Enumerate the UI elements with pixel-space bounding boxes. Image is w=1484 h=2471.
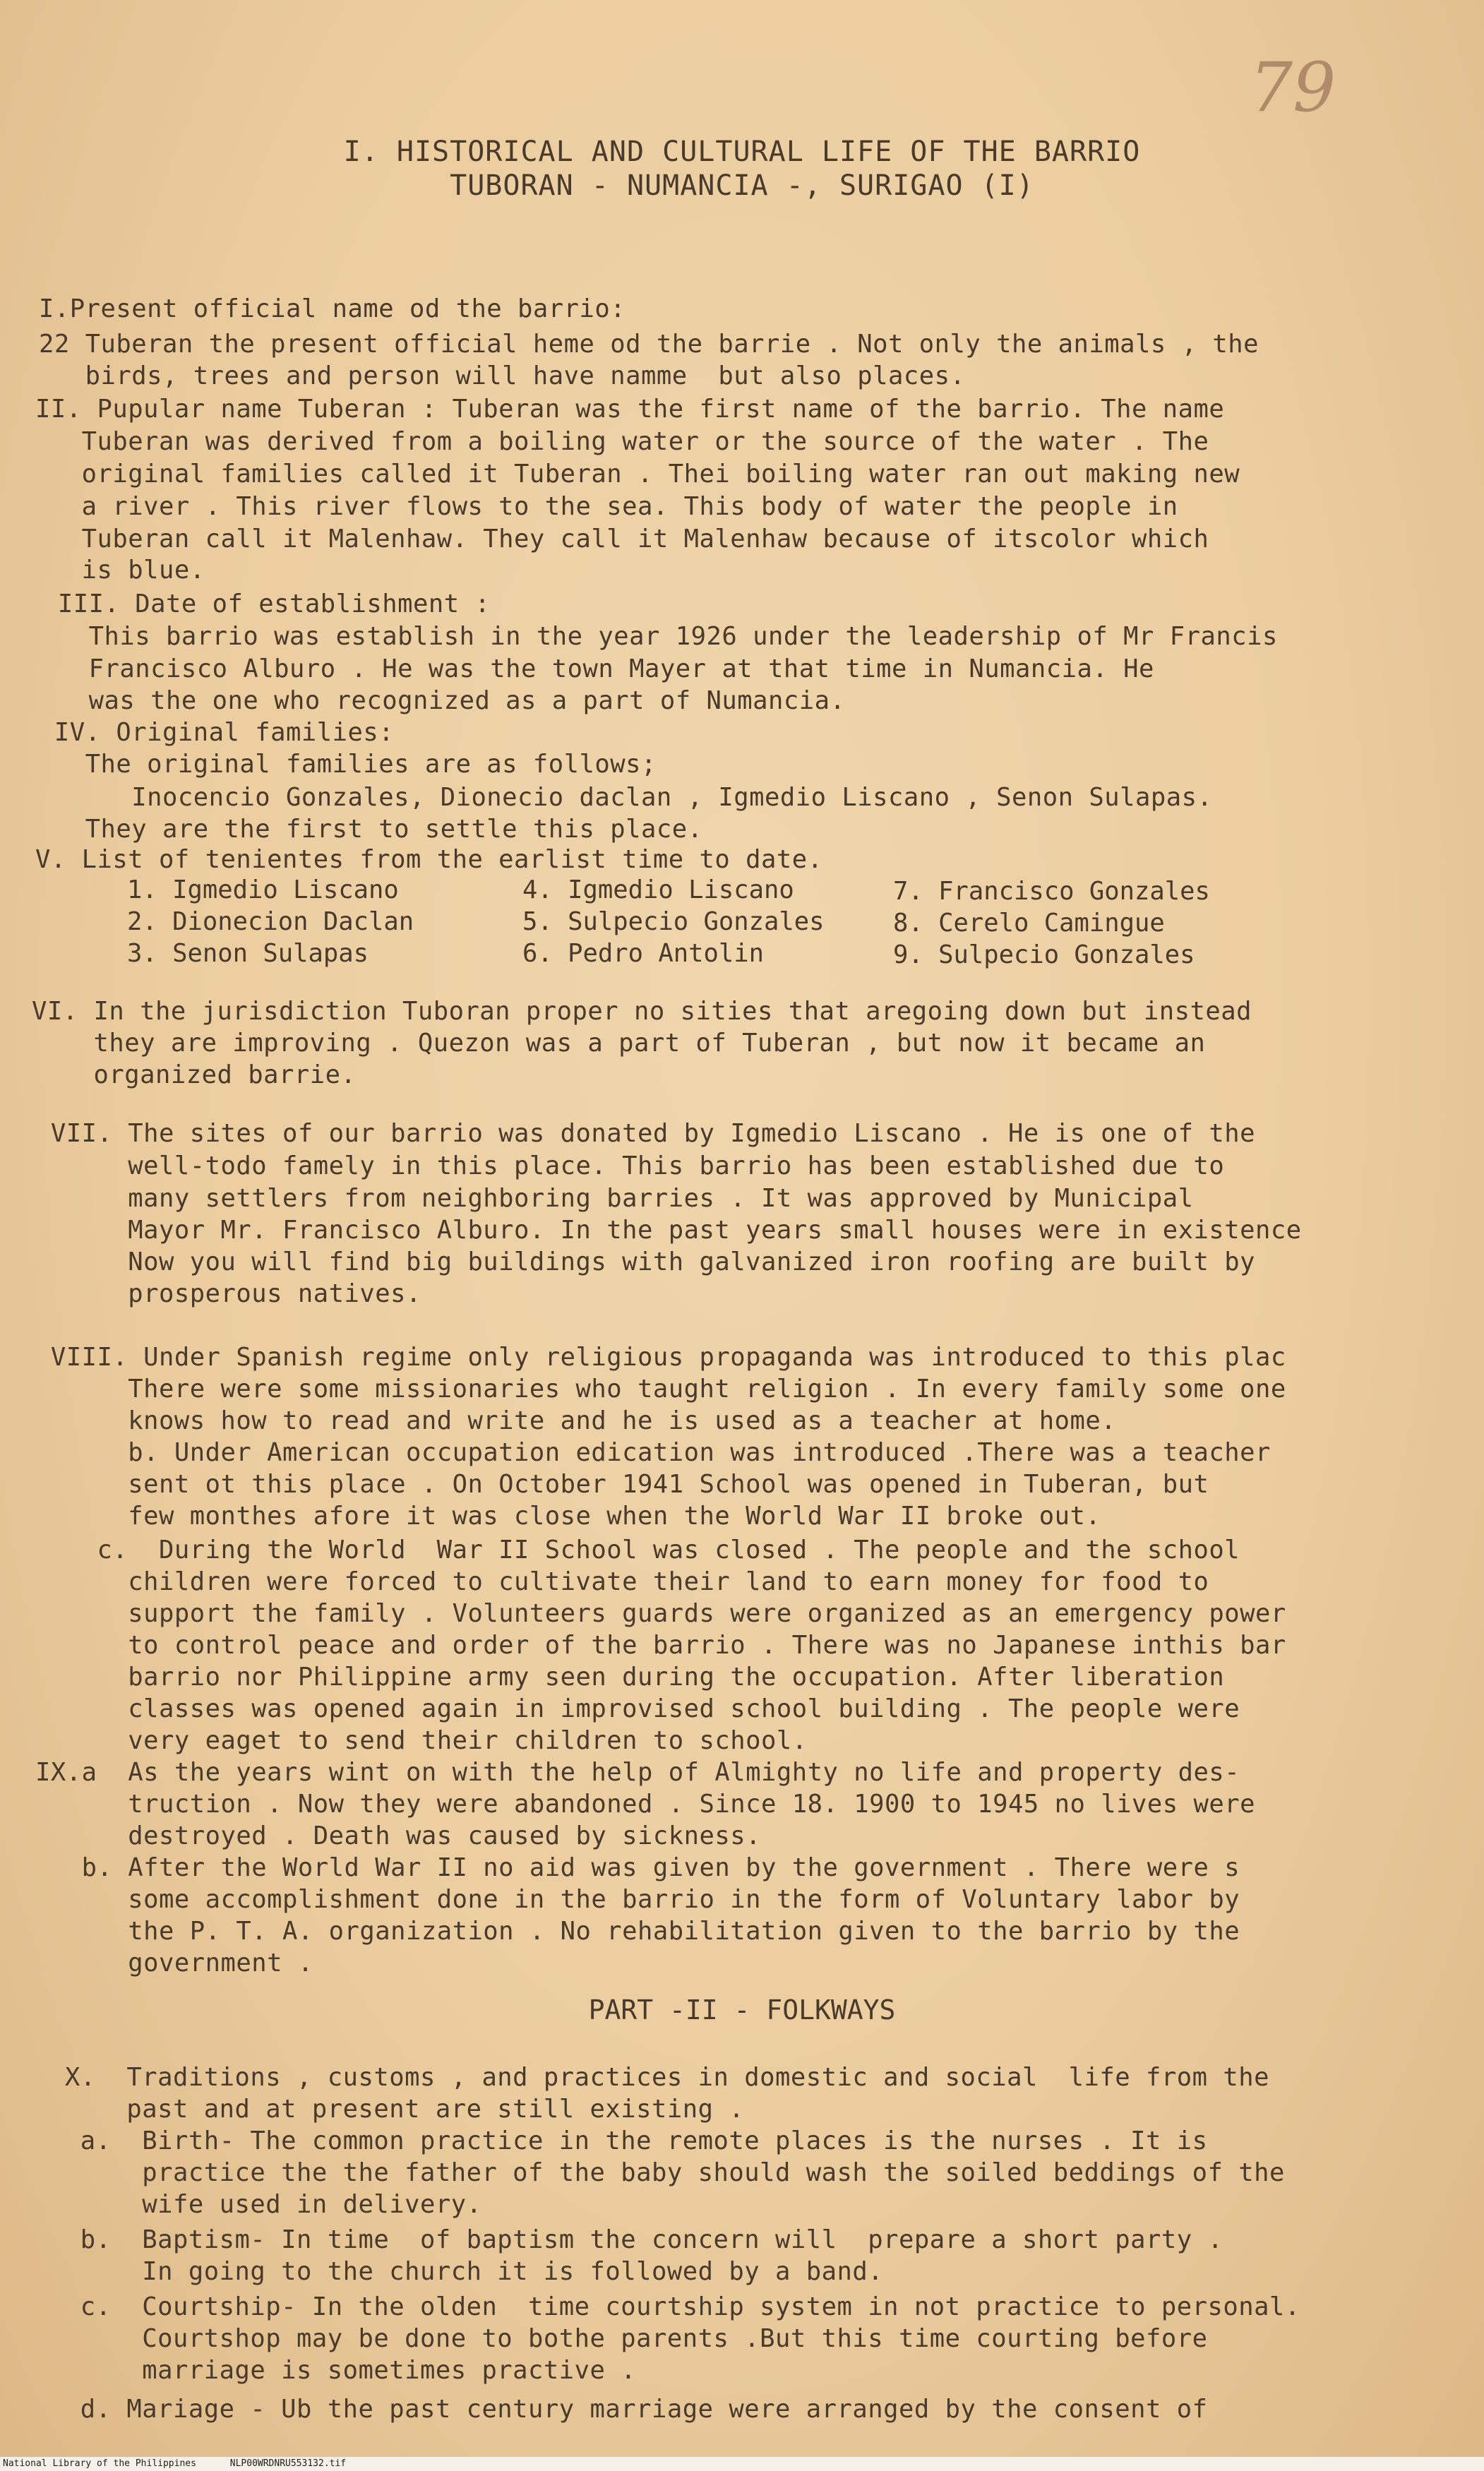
body-line: to control peace and order of the barrio . There was no Japanese inthis bar (35, 1631, 1286, 1660)
teniente-item: 3. Senon Sulapas (127, 939, 369, 968)
footer-library: National Library of the Philippines (3, 2458, 196, 2469)
body-line: IV. Original families: (39, 718, 395, 747)
body-line: birds, trees and person will have namme but also places. (39, 361, 966, 390)
body-line: wife used in delivery. (49, 2190, 482, 2219)
page-number: 79 (1250, 48, 1336, 127)
body-line: b. Under American occupation edication was introduced .There was a teacher (35, 1438, 1271, 1467)
teniente-item: 7. Francisco Gonzales (893, 877, 1210, 906)
body-line: the P. T. A. organization . No rehabilitation given to the barrio by the (35, 1917, 1240, 1946)
body-line: a river . This river flows to the sea. This body of water the people in (35, 492, 1178, 521)
body-line: government . (35, 1949, 313, 1978)
footer-file: NLP00WRDNRU553132.tif (229, 2458, 347, 2469)
body-line: VIII. Under Spanish regime only religious propaganda was introduced to this plac (35, 1343, 1286, 1372)
body-line: very eaget to send their children to school. (35, 1726, 808, 1755)
body-line: sent ot this place . On October 1941 School was opened in Tuberan, but (35, 1470, 1209, 1499)
body-line: Inocencio Gonzales, Dionecio daclan , Igmedio Liscano , Senon Sulapas. (39, 783, 1213, 812)
teniente-item: 9. Sulpecio Gonzales (893, 940, 1195, 969)
body-line: is blue. (35, 556, 205, 585)
body-line: destroyed . Death was caused by sickness. (35, 1821, 762, 1850)
teniente-item: 2. Dionecion Daclan (127, 907, 414, 936)
body-line: III. Date of establishment : (42, 590, 491, 618)
scan-footer (0, 2457, 1484, 2471)
body-line: b. Baptism- In time of baptism the concern will prepare a short party . (49, 2225, 1223, 2254)
body-line: There were some missionaries who taught religion . In every family some one (35, 1375, 1286, 1404)
document-subtitle: TUBORAN - NUMANCIA -, SURIGAO (I) (450, 169, 1034, 202)
body-line: Courtshop may be done to bothe parents .But this time courting before (49, 2324, 1208, 2353)
body-line: Now you will find big buildings with galvanized iron roofing are built by (35, 1248, 1255, 1276)
teniente-item: 4. Igmedio Liscano (522, 875, 794, 904)
body-line: VI. In the jurisdiction Tuboran proper no sities that aregoing down but instead (32, 997, 1252, 1026)
body-line: knows how to read and write and he is used as a teacher at home. (35, 1406, 1117, 1435)
body-line: many settlers from neighboring barries . It was approved by Municipal (35, 1184, 1194, 1213)
body-line: organized barrie. (32, 1060, 357, 1089)
body-line: They are the first to settle this place. (39, 815, 703, 844)
body-line: they are improving . Quezon was a part of Tuberan , but now it became an (32, 1029, 1206, 1058)
teniente-item: 1. Igmedio Liscano (127, 875, 399, 904)
teniente-item: 8. Cerelo Camingue (893, 909, 1165, 938)
part-heading: PART -II - FOLKWAYS (588, 1994, 896, 2026)
body-line: prosperous natives. (35, 1279, 421, 1308)
body-line: c. During the World War II School was closed . The people and the school (35, 1536, 1240, 1564)
body-line: classes was opened again in improvised school building . The people were (35, 1694, 1240, 1723)
body-line: IX.a As the years wint on with the help of Almighty no life and property des- (35, 1758, 1240, 1787)
body-line: original families called it Tuberan . Thei boiling water ran out making new (35, 460, 1240, 489)
body-line: Tuberan call it Malenhaw. They call it Malenhaw because of itscolor which (35, 525, 1209, 554)
body-line: truction . Now they were abandoned . Since 18. 1900 to 1945 no lives were (35, 1790, 1255, 1819)
body-line: Francisco Alburo . He was the town Mayer at that time in Numancia. He (42, 654, 1154, 683)
body-line: few monthes afore it was close when the World War II broke out. (35, 1502, 1101, 1531)
body-line: X. Traditions , customs , and practices in domestic and social life from the (49, 2063, 1269, 2092)
body-line: VII. The sites of our barrio was donated by Igmedio Liscano . He is one of the (35, 1119, 1255, 1148)
body-line: practice the the father of the baby should wash the soiled beddings of the (49, 2158, 1285, 2187)
teniente-item: 5. Sulpecio Gonzales (522, 907, 825, 936)
body-line: past and at present are still existing . (49, 2095, 745, 2124)
body-line: Tuberan was derived from a boiling water or the source of the water . The (35, 427, 1209, 456)
body-line: was the one who recognized as a part of Numancia. (42, 686, 846, 715)
body-line: marriage is sometimes practive . (49, 2356, 637, 2385)
body-line: well-todo famely in this place. This barrio has been established due to (35, 1151, 1225, 1180)
body-line: d. Mariage - Ub the past century marriage were arranged by the consent of (49, 2395, 1208, 2424)
body-line: support the family . Volunteers guards were organized as an emergency power (35, 1599, 1286, 1628)
teniente-item: 6. Pedro Antolin (522, 939, 764, 968)
body-line: b. After the World War II no aid was given by the government . There were s (35, 1853, 1240, 1882)
body-line: children were forced to cultivate their land to earn money for food to (35, 1567, 1209, 1596)
body-line: This barrio was establish in the year 1926 under the leadership of Mr Francis (42, 622, 1278, 651)
body-line: Mayor Mr. Francisco Alburo. In the past years small houses were in existence (35, 1216, 1302, 1245)
body-line: a. Birth- The common practice in the remote places is the nurses . It is (49, 2126, 1208, 2155)
body-line: In going to the church it is followed by a band. (49, 2257, 884, 2286)
body-line: c. Courtship- In the olden time courtship system in not practice to personal. (49, 2292, 1300, 2321)
body-line: some accomplishment done in the barrio in the form of Voluntary labor by (35, 1885, 1240, 1914)
body-line: V. List of tenientes from the earlist time to date. (35, 845, 823, 874)
body-line: The original families are as follows; (39, 750, 657, 779)
document-title: I. HISTORICAL AND CULTURAL LIFE OF THE BARRIO (343, 136, 1141, 168)
body-line: II. Pupular name Tuberan : Tuberan was the first name of the barrio. The name (35, 395, 1225, 424)
body-line: 22 Tuberan the present official heme od the barrie . Not only the animals , the (39, 330, 1259, 359)
body-line: I.Present official name od the barrio: (39, 294, 626, 323)
body-line: barrio nor Philippine army seen during the occupation. After liberation (35, 1663, 1225, 1692)
